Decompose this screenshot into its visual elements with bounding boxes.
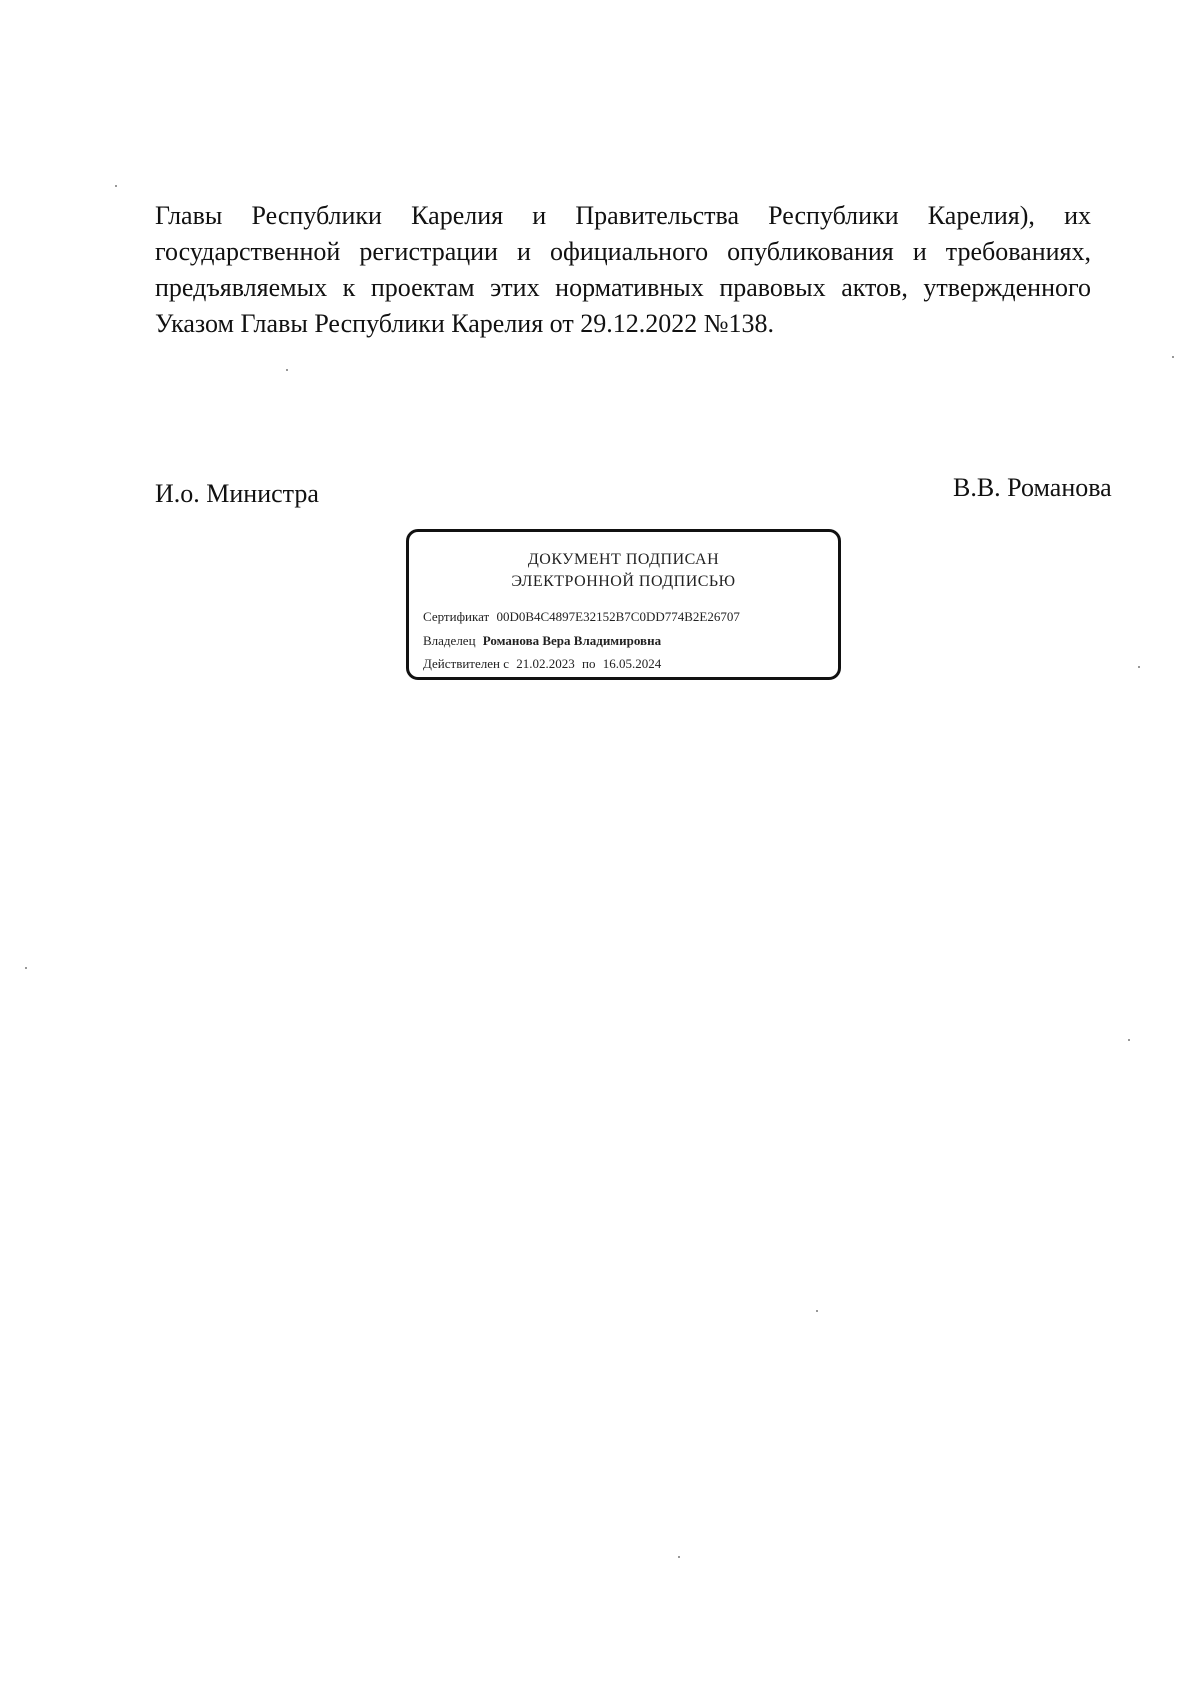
scan-speck [25,967,27,969]
stamp-validity-row [423,656,661,672]
stamp-heading [409,549,838,593]
scan-speck [1138,666,1140,668]
signatory-name: В.В. Романова [953,473,1112,502]
signatory-title: И.о. Министра [155,479,319,508]
scan-speck [115,185,117,187]
scan-speck [1172,356,1174,358]
owner-value: Романова Вера Владимировна [482,633,662,648]
scan-speck [678,1556,680,1558]
stamp-owner-row [423,633,661,649]
scan-speck [816,1310,818,1312]
stamp-certificate-row [423,609,740,625]
valid-to-label: по [582,656,596,671]
body-line: Указом Главы Республики Карелия от 29.12.2022 №138. [155,309,774,338]
body-line: предъявляемых к проектам этих нормативных правовых актов, утвержденного [155,273,1091,302]
body-paragraph [155,198,1091,342]
body-line: Главы Республики Карелия и Правительства Республики Карелия), их [155,201,1091,230]
owner-label: Владелец [423,633,476,648]
scan-speck [1128,1039,1130,1041]
stamp-heading-line: ЭЛЕКТРОННОЙ ПОДПИСЬЮ [511,573,736,590]
scan-speck [286,369,288,371]
certificate-label: Сертификат [423,609,490,624]
valid-label: Действителен с [423,656,509,671]
valid-to: 16.05.2024 [602,656,662,671]
stamp-heading-line: ДОКУМЕНТ ПОДПИСАН [527,551,720,568]
electronic-signature-stamp [406,529,841,680]
certificate-value: 00D0B4C4897E32152B7C0DD774B2E26707 [496,609,740,624]
body-line: государственной регистрации и официального опубликования и требованиях, [155,237,1091,266]
valid-from: 21.02.2023 [516,656,575,671]
